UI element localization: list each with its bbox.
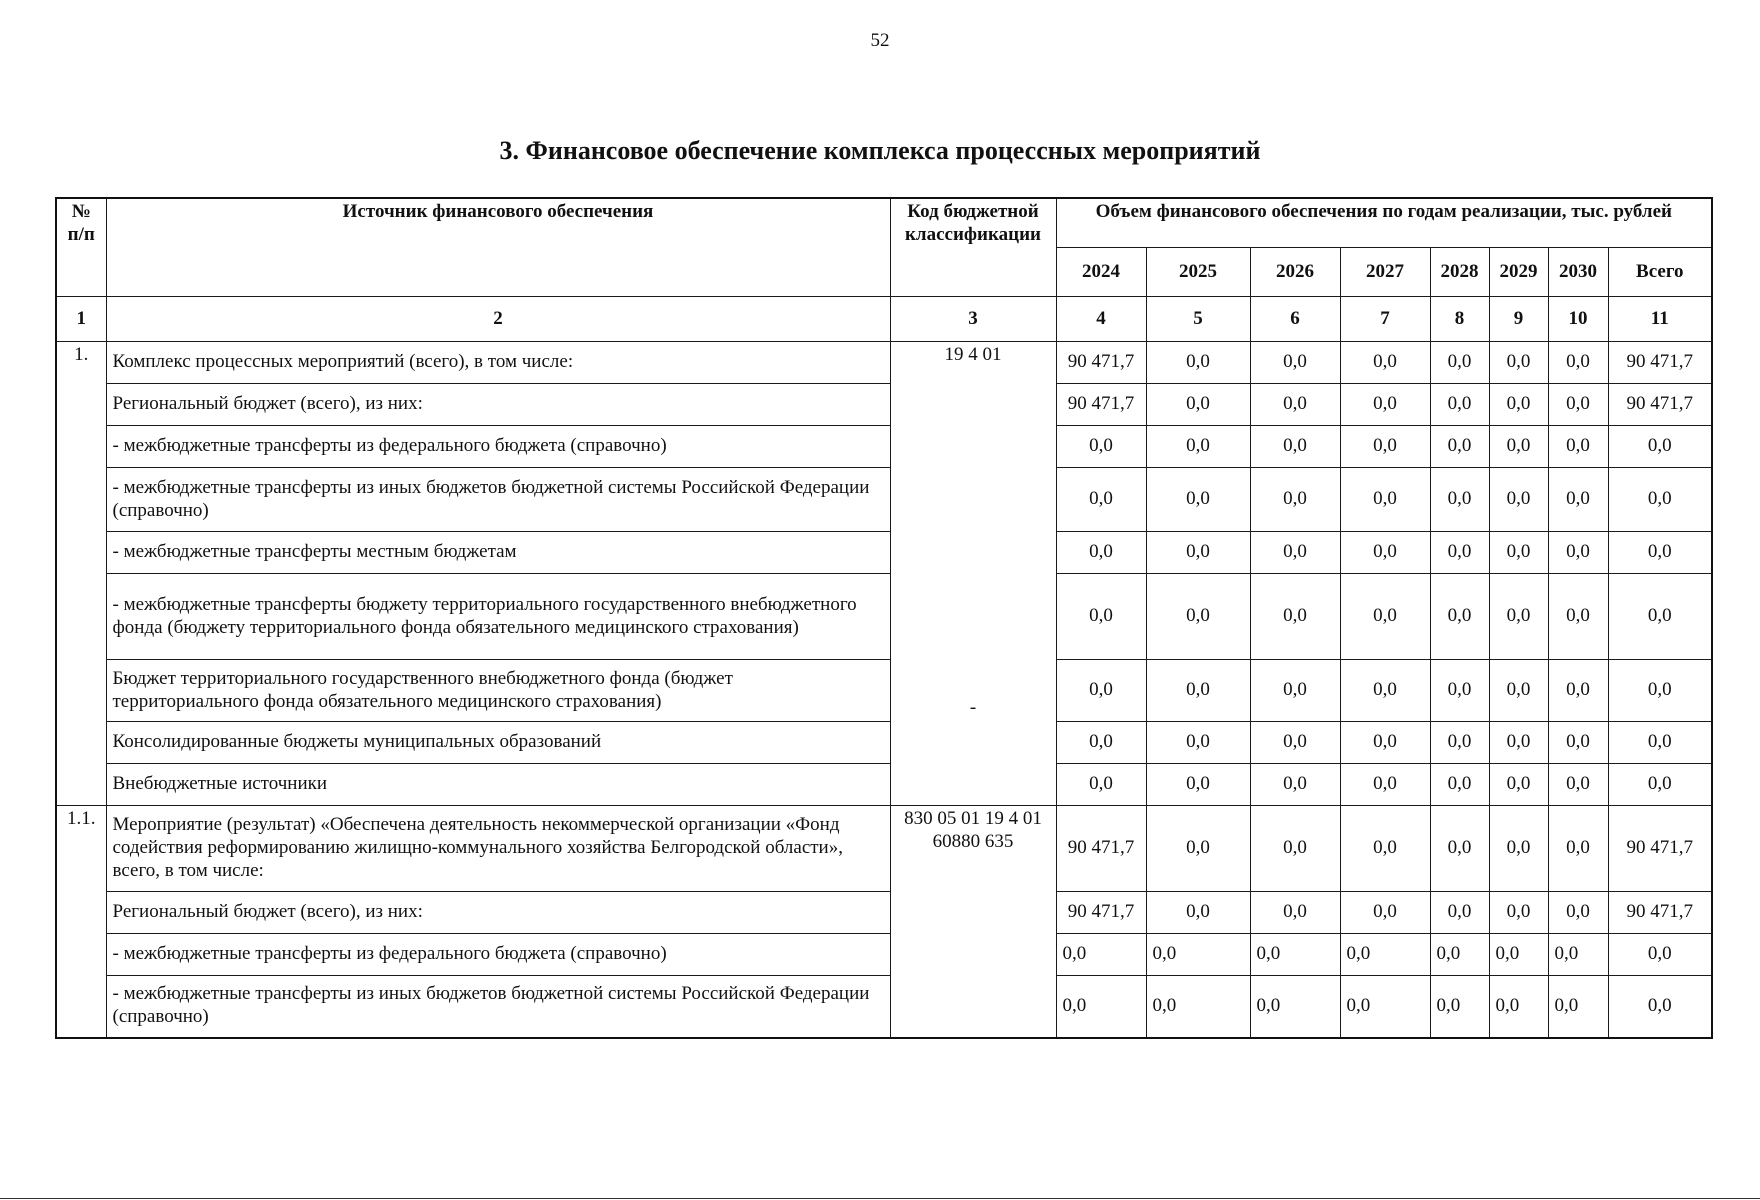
value-cell: 0,0 (1489, 976, 1548, 1038)
value-cell: 90 471,7 (1056, 892, 1146, 934)
source-cell: Консолидированные бюджеты муниципальных образований (106, 722, 890, 764)
value-cell: 0,0 (1340, 342, 1430, 384)
value-cell: 0,0 (1146, 976, 1250, 1038)
value-cell: 0,0 (1430, 806, 1489, 892)
value-cell: 0,0 (1250, 976, 1340, 1038)
budget-code-cell (890, 806, 1056, 1038)
budget-code-cell (890, 342, 1056, 806)
value-cell: 0,0 (1608, 660, 1712, 722)
value-cell: 0,0 (1430, 342, 1489, 384)
value-cell: 0,0 (1340, 660, 1430, 722)
value-cell: 0,0 (1250, 934, 1340, 976)
header-year: 2028 (1430, 248, 1489, 297)
row-number: 1. (56, 342, 106, 806)
table-row (56, 934, 1712, 976)
value-cell: 0,0 (1489, 934, 1548, 976)
value-cell: 0,0 (1340, 934, 1430, 976)
value-cell: 0,0 (1430, 892, 1489, 934)
source-cell: - межбюджетные трансферты бюджету территориального государственного внебюджетного фонда (бюджету территориального фонда обязательного медицинского страхования) (106, 574, 890, 660)
value-cell: 0,0 (1056, 934, 1146, 976)
value-cell: 0,0 (1340, 426, 1430, 468)
header-code: Код бюджетной классификации (890, 198, 1056, 297)
value-cell: 0,0 (1608, 764, 1712, 806)
table-row (56, 976, 1712, 1038)
budget-code-dash: - (969, 696, 977, 718)
header-source: Источник финансового обеспечения (106, 198, 890, 297)
value-cell: 0,0 (1250, 806, 1340, 892)
value-cell: 0,0 (1340, 532, 1430, 574)
value-cell: 0,0 (1056, 426, 1146, 468)
value-cell: 0,0 (1146, 660, 1250, 722)
column-number: 7 (1340, 297, 1430, 342)
value-cell: 0,0 (1608, 934, 1712, 976)
value-cell: 0,0 (1250, 342, 1340, 384)
value-cell: 90 471,7 (1056, 342, 1146, 384)
column-number: 5 (1146, 297, 1250, 342)
value-cell: 0,0 (1340, 722, 1430, 764)
column-number: 11 (1608, 297, 1712, 342)
value-cell: 0,0 (1146, 342, 1250, 384)
table-row (56, 426, 1712, 468)
value-cell: 0,0 (1056, 468, 1146, 532)
column-number: 8 (1430, 297, 1489, 342)
value-cell: 0,0 (1430, 468, 1489, 532)
value-cell: 0,0 (1489, 384, 1548, 426)
table-row (56, 892, 1712, 934)
header-total: Всего (1608, 248, 1712, 297)
value-cell: 0,0 (1056, 976, 1146, 1038)
source-cell: Мероприятие (результат) «Обеспечена деятельность некоммерческой организации «Фонд содействия реформированию жилищно-коммунального хозяйства Белгородской области», всего, в том числе: (106, 806, 890, 892)
value-cell: 90 471,7 (1608, 892, 1712, 934)
value-cell: 0,0 (1489, 532, 1548, 574)
header-year: 2030 (1548, 248, 1608, 297)
value-cell: 0,0 (1146, 532, 1250, 574)
value-cell: 0,0 (1430, 426, 1489, 468)
value-cell: 0,0 (1340, 764, 1430, 806)
value-cell: 0,0 (1430, 934, 1489, 976)
value-cell: 90 471,7 (1608, 806, 1712, 892)
column-number: 4 (1056, 297, 1146, 342)
header-year: 2024 (1056, 248, 1146, 297)
value-cell: 0,0 (1489, 574, 1548, 660)
value-cell: 90 471,7 (1056, 806, 1146, 892)
value-cell: 0,0 (1548, 660, 1608, 722)
header-volume: Объем финансового обеспечения по годам реализации, тыс. рублей (1056, 198, 1712, 248)
value-cell: 0,0 (1548, 934, 1608, 976)
value-cell: 0,0 (1146, 468, 1250, 532)
column-number: 1 (56, 297, 106, 342)
table-row (56, 342, 1712, 384)
row-number: 1.1. (56, 806, 106, 1038)
table-row (56, 660, 1712, 722)
value-cell: 0,0 (1608, 574, 1712, 660)
table-row (56, 806, 1712, 892)
header-year: 2029 (1489, 248, 1548, 297)
value-cell: 0,0 (1250, 532, 1340, 574)
page-number: 52 (870, 30, 890, 51)
source-cell: - межбюджетные трансферты из федерального бюджета (справочно) (106, 934, 890, 976)
column-number: 3 (890, 297, 1056, 342)
value-cell: 0,0 (1430, 764, 1489, 806)
table-row (56, 384, 1712, 426)
value-cell: 0,0 (1548, 892, 1608, 934)
table-row (56, 764, 1712, 806)
value-cell: 0,0 (1489, 426, 1548, 468)
value-cell: 0,0 (1340, 892, 1430, 934)
header-year: 2025 (1146, 248, 1250, 297)
header-num: № п/п (56, 198, 106, 297)
table-row (56, 722, 1712, 764)
section-title: 3. Финансовое обеспечение комплекса процессных мероприятий (499, 136, 1261, 165)
value-cell: 0,0 (1056, 532, 1146, 574)
value-cell: 0,0 (1250, 660, 1340, 722)
value-cell: 0,0 (1489, 342, 1548, 384)
value-cell: 0,0 (1608, 976, 1712, 1038)
table-row (56, 532, 1712, 574)
value-cell: 0,0 (1548, 574, 1608, 660)
value-cell: 0,0 (1489, 722, 1548, 764)
budget-code: 830 05 01 19 4 01 60880 635 (904, 808, 1042, 852)
value-cell: 0,0 (1489, 806, 1548, 892)
value-cell: 0,0 (1056, 574, 1146, 660)
value-cell: 0,0 (1430, 660, 1489, 722)
page-bottom-rule (0, 1198, 1760, 1199)
value-cell: 0,0 (1548, 722, 1608, 764)
value-cell: 0,0 (1608, 426, 1712, 468)
table-row (56, 468, 1712, 532)
value-cell: 0,0 (1146, 806, 1250, 892)
column-numbers-row (56, 297, 1712, 342)
value-cell: 0,0 (1608, 722, 1712, 764)
value-cell: 0,0 (1430, 574, 1489, 660)
header-row (56, 198, 1712, 248)
source-cell: - межбюджетные трансферты из иных бюджетов бюджетной системы Российской Федерации (справочно) (106, 976, 890, 1038)
source-cell: Региональный бюджет (всего), из них: (106, 384, 890, 426)
value-cell: 0,0 (1146, 384, 1250, 426)
value-cell: 0,0 (1489, 892, 1548, 934)
value-cell: 0,0 (1548, 532, 1608, 574)
source-cell: - межбюджетные трансферты местным бюджетам (106, 532, 890, 574)
value-cell: 0,0 (1608, 468, 1712, 532)
value-cell: 0,0 (1250, 574, 1340, 660)
value-cell: 0,0 (1430, 976, 1489, 1038)
value-cell: 90 471,7 (1608, 342, 1712, 384)
value-cell: 0,0 (1146, 764, 1250, 806)
column-number: 2 (106, 297, 890, 342)
value-cell: 90 471,7 (1056, 384, 1146, 426)
source-cell: Комплекс процессных мероприятий (всего), в том числе: (106, 342, 890, 384)
value-cell: 0,0 (1430, 722, 1489, 764)
value-cell: 0,0 (1489, 468, 1548, 532)
value-cell: 0,0 (1146, 574, 1250, 660)
value-cell: 0,0 (1548, 976, 1608, 1038)
value-cell: 0,0 (1430, 384, 1489, 426)
value-cell: 0,0 (1146, 934, 1250, 976)
header-year: 2026 (1250, 248, 1340, 297)
source-cell: Бюджет территориального государственного внебюджетного фонда (бюджет территориального фонда обязательного медицинского страхования) (106, 660, 890, 722)
value-cell: 90 471,7 (1608, 384, 1712, 426)
value-cell: 0,0 (1548, 764, 1608, 806)
value-cell: 0,0 (1340, 806, 1430, 892)
financing-table (55, 197, 1713, 1039)
value-cell: 0,0 (1548, 342, 1608, 384)
value-cell: 0,0 (1548, 384, 1608, 426)
value-cell: 0,0 (1548, 806, 1608, 892)
value-cell: 0,0 (1340, 468, 1430, 532)
column-number: 10 (1548, 297, 1608, 342)
value-cell: 0,0 (1489, 764, 1548, 806)
source-cell: Внебюджетные источники (106, 764, 890, 806)
value-cell: 0,0 (1146, 722, 1250, 764)
value-cell: 0,0 (1056, 722, 1146, 764)
value-cell: 0,0 (1489, 660, 1548, 722)
value-cell: 0,0 (1250, 468, 1340, 532)
budget-code: 19 4 01 (944, 344, 1002, 365)
value-cell: 0,0 (1146, 892, 1250, 934)
value-cell: 0,0 (1250, 426, 1340, 468)
value-cell: 0,0 (1340, 384, 1430, 426)
value-cell: 0,0 (1430, 532, 1489, 574)
value-cell: 0,0 (1250, 892, 1340, 934)
column-number: 6 (1250, 297, 1340, 342)
value-cell: 0,0 (1250, 384, 1340, 426)
value-cell: 0,0 (1340, 574, 1430, 660)
column-number: 9 (1489, 297, 1548, 342)
header-year: 2027 (1340, 248, 1430, 297)
value-cell: 0,0 (1608, 532, 1712, 574)
value-cell: 0,0 (1548, 468, 1608, 532)
source-cell: Региональный бюджет (всего), из них: (106, 892, 890, 934)
value-cell: 0,0 (1250, 764, 1340, 806)
value-cell: 0,0 (1056, 764, 1146, 806)
source-cell: - межбюджетные трансферты из федерального бюджета (справочно) (106, 426, 890, 468)
value-cell: 0,0 (1250, 722, 1340, 764)
value-cell: 0,0 (1340, 976, 1430, 1038)
value-cell: 0,0 (1146, 426, 1250, 468)
source-cell: - межбюджетные трансферты из иных бюджетов бюджетной системы Российской Федерации (справочно) (106, 468, 890, 532)
value-cell: 0,0 (1056, 660, 1146, 722)
table-row (56, 574, 1712, 660)
value-cell: 0,0 (1548, 426, 1608, 468)
